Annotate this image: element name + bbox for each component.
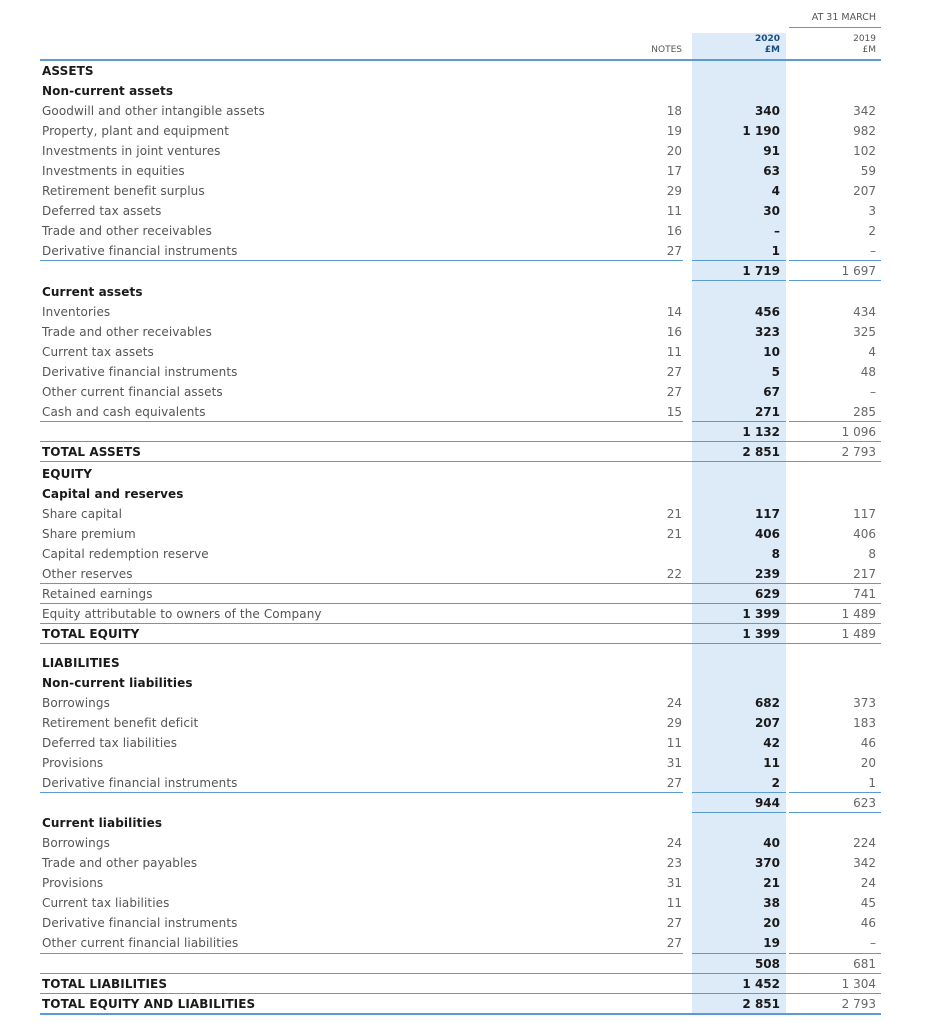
row-label: Trade and other receivables (42, 224, 212, 238)
value-2019: 1 304 (841, 977, 876, 991)
row-note: 24 (666, 696, 682, 710)
value-2019: 24 (860, 876, 876, 890)
row-note: 16 (666, 224, 682, 238)
value-2019: 434 (853, 305, 876, 319)
row-label: Trade and other receivables (42, 325, 212, 339)
row-note: 21 (666, 507, 682, 521)
subsection-heading (0, 81, 925, 101)
value-2019: 285 (853, 405, 876, 419)
value-2020: 4 (771, 184, 780, 198)
row-label: Current tax assets (42, 345, 154, 359)
value-2019: 48 (860, 365, 876, 379)
row-label: Derivative financial instruments (42, 244, 238, 258)
row-label: Cash and cash equivalents (42, 405, 206, 419)
row-note: 27 (666, 244, 682, 258)
table-row (0, 873, 925, 893)
subsection-heading (0, 673, 925, 693)
total-row (0, 624, 925, 644)
value-2020: 629 (754, 587, 780, 601)
row-note: 27 (666, 365, 682, 379)
row-rule (40, 461, 881, 462)
value-2020: 1 132 (742, 425, 780, 439)
value-2019: 1 697 (841, 264, 876, 278)
value-2019: 45 (860, 896, 876, 910)
column-header-2020-unit: £M (764, 45, 780, 55)
value-2020: 271 (754, 405, 780, 419)
column-header-2019-unit: £M (862, 45, 876, 55)
value-2019: 406 (853, 527, 876, 541)
value-2020: 21 (763, 876, 780, 890)
value-2019: – (870, 244, 876, 258)
value-2019: 102 (853, 144, 876, 158)
row-label: Provisions (42, 876, 104, 890)
row-note: 27 (666, 916, 682, 930)
row-label: Derivative financial instruments (42, 776, 238, 790)
table-row (0, 853, 925, 873)
row-label: ASSETS (42, 64, 94, 78)
total-row (0, 994, 925, 1014)
value-2019: 623 (853, 796, 876, 810)
value-2019: 2 (868, 224, 876, 238)
value-2019: 20 (860, 756, 876, 770)
table-row (0, 322, 925, 342)
value-2020: 11 (763, 756, 780, 770)
row-note: 31 (666, 756, 682, 770)
table-row (0, 584, 925, 604)
value-2019: 183 (853, 716, 876, 730)
table-row (0, 933, 925, 953)
table-row (0, 121, 925, 141)
value-2019: – (870, 936, 876, 950)
value-2019: 982 (853, 124, 876, 138)
table-row (0, 504, 925, 524)
row-label: Provisions (42, 756, 104, 770)
value-2019: 2 793 (841, 445, 876, 459)
row-note: 27 (666, 936, 682, 950)
subsection-heading (0, 813, 925, 833)
row-note: 11 (666, 896, 682, 910)
subtotal-row (0, 261, 925, 281)
section-heading (0, 61, 925, 81)
value-2020: 19 (763, 936, 780, 950)
total-row (0, 442, 925, 462)
section-heading (0, 464, 925, 484)
row-note: 16 (666, 325, 682, 339)
table-row (0, 302, 925, 322)
row-label: Borrowings (42, 696, 110, 710)
value-2020: 117 (754, 507, 780, 521)
value-2019: 8 (868, 547, 876, 561)
row-label: TOTAL ASSETS (42, 445, 142, 459)
value-2020: 42 (763, 736, 780, 750)
total-row (0, 974, 925, 994)
value-2020: 1 719 (742, 264, 780, 278)
row-label: Retirement benefit deficit (42, 716, 199, 730)
value-2020: 1 190 (742, 124, 780, 138)
value-2020: 1 399 (742, 607, 780, 621)
value-2020: 456 (754, 305, 780, 319)
value-2019: 1 489 (841, 627, 876, 641)
value-2020: 2 851 (742, 445, 780, 459)
table-row (0, 564, 925, 584)
row-label: Other current financial liabilities (42, 936, 239, 950)
table-row (0, 733, 925, 753)
value-2019: 224 (853, 836, 876, 850)
value-2020: – (774, 224, 780, 238)
value-2019: 1 (868, 776, 876, 790)
row-label: Share premium (42, 527, 136, 541)
table-row (0, 833, 925, 853)
row-label: Deferred tax assets (42, 204, 162, 218)
table-row (0, 181, 925, 201)
row-label: Non-current liabilities (42, 676, 193, 690)
row-rule (789, 280, 881, 281)
row-label: TOTAL EQUITY AND LIABILITIES (42, 997, 256, 1011)
row-label: Derivative financial instruments (42, 365, 238, 379)
table-row (0, 141, 925, 161)
row-note: 27 (666, 776, 682, 790)
value-2020: 20 (763, 916, 780, 930)
value-2020: 508 (754, 957, 780, 971)
row-label: Inventories (42, 305, 111, 319)
row-label: Non-current assets (42, 84, 174, 98)
row-label: Capital and reserves (42, 487, 184, 501)
value-2019: 207 (853, 184, 876, 198)
table-row (0, 362, 925, 382)
row-label: Current assets (42, 285, 143, 299)
row-label: Current liabilities (42, 816, 163, 830)
value-2020: 1 452 (742, 977, 780, 991)
row-label: EQUITY (42, 467, 93, 481)
subtotal-row (0, 422, 925, 442)
value-2020: 239 (754, 567, 780, 581)
column-header-2019 (790, 34, 876, 56)
row-label: Retained earnings (42, 587, 153, 601)
row-label: Other reserves (42, 567, 133, 581)
row-label: Current tax liabilities (42, 896, 170, 910)
row-note: 29 (666, 716, 682, 730)
row-label: LIABILITIES (42, 656, 120, 670)
value-2020: 2 (771, 776, 780, 790)
row-label: Share capital (42, 507, 123, 521)
value-2020: 10 (763, 345, 780, 359)
row-note: 11 (666, 204, 682, 218)
row-note: 22 (666, 567, 682, 581)
value-2019: 681 (853, 957, 876, 971)
row-note: 18 (666, 104, 682, 118)
row-note: 11 (666, 736, 682, 750)
value-2019: 3 (868, 204, 876, 218)
row-label: Other current financial assets (42, 385, 223, 399)
row-label: Borrowings (42, 836, 110, 850)
table-row (0, 913, 925, 933)
table-row (0, 241, 925, 261)
row-label: TOTAL LIABILITIES (42, 977, 168, 991)
row-note: 24 (666, 836, 682, 850)
column-header-2020 (692, 34, 780, 56)
row-label: Deferred tax liabilities (42, 736, 178, 750)
table-row (0, 221, 925, 241)
row-note: 17 (666, 164, 682, 178)
value-2020: 40 (763, 836, 780, 850)
row-note: 20 (666, 144, 682, 158)
value-2019: 325 (853, 325, 876, 339)
value-2019: 1 096 (841, 425, 876, 439)
table-row (0, 753, 925, 773)
row-note: 19 (666, 124, 682, 138)
table-row (0, 382, 925, 402)
value-2019: 4 (868, 345, 876, 359)
row-label: Retirement benefit surplus (42, 184, 205, 198)
table-bottom-rule (40, 1013, 881, 1015)
value-2019: 342 (853, 856, 876, 870)
column-header-notes: NOTES (651, 45, 682, 55)
table-row (0, 544, 925, 564)
value-2020: 944 (754, 796, 780, 810)
value-2019: 217 (853, 567, 876, 581)
value-2020: 38 (763, 896, 780, 910)
table-row (0, 101, 925, 121)
row-label: Investments in joint ventures (42, 144, 221, 158)
value-2020: 5 (771, 365, 780, 379)
value-2020: 91 (763, 144, 780, 158)
column-header-2019-year: 2019 (853, 34, 876, 44)
table-row (0, 402, 925, 422)
value-2020: 8 (771, 547, 780, 561)
period-header: AT 31 MARCH (811, 12, 876, 23)
row-rule (692, 280, 786, 281)
value-2020: 2 851 (742, 997, 780, 1011)
value-2019: 1 489 (841, 607, 876, 621)
value-2020: 1 (771, 244, 780, 258)
row-label: Trade and other payables (42, 856, 198, 870)
row-label: Equity attributable to owners of the Company (42, 607, 322, 621)
value-2020: 682 (754, 696, 780, 710)
subtotal-row (0, 954, 925, 974)
row-label: Capital redemption reserve (42, 547, 209, 561)
row-label: Goodwill and other intangible assets (42, 104, 265, 118)
value-2020: 340 (754, 104, 780, 118)
row-note: 21 (666, 527, 682, 541)
value-2019: – (870, 385, 876, 399)
value-2020: 207 (754, 716, 780, 730)
value-2019: 46 (860, 736, 876, 750)
value-2019: 117 (853, 507, 876, 521)
subsection-heading (0, 282, 925, 302)
row-note: 27 (666, 385, 682, 399)
table-row (0, 604, 925, 624)
value-2019: 2 793 (841, 997, 876, 1011)
value-2020: 30 (763, 204, 780, 218)
subsection-heading (0, 484, 925, 504)
value-2020: 63 (763, 164, 780, 178)
period-header-rule (789, 27, 881, 28)
row-note: 29 (666, 184, 682, 198)
table-row (0, 201, 925, 221)
table-row (0, 524, 925, 544)
column-header-2020-year: 2020 (754, 34, 780, 44)
value-2019: 741 (853, 587, 876, 601)
value-2020: 67 (763, 385, 780, 399)
value-2019: 342 (853, 104, 876, 118)
value-2019: 46 (860, 916, 876, 930)
row-rule (40, 643, 881, 644)
row-note: 15 (666, 405, 682, 419)
table-row (0, 773, 925, 793)
table-row (0, 342, 925, 362)
value-2019: 373 (853, 696, 876, 710)
subtotal-row (0, 793, 925, 813)
row-label: Investments in equities (42, 164, 185, 178)
table-row (0, 713, 925, 733)
table-row (0, 693, 925, 713)
row-label: Derivative financial instruments (42, 916, 238, 930)
value-2020: 323 (754, 325, 780, 339)
table-row (0, 161, 925, 181)
row-note: 31 (666, 876, 682, 890)
row-note: 23 (666, 856, 682, 870)
row-label: Property, plant and equipment (42, 124, 230, 138)
row-note: 14 (666, 305, 682, 319)
row-label: TOTAL EQUITY (42, 627, 140, 641)
row-note: 11 (666, 345, 682, 359)
value-2020: 370 (754, 856, 780, 870)
value-2020: 406 (754, 527, 780, 541)
table-row (0, 893, 925, 913)
value-2019: 59 (860, 164, 876, 178)
section-heading (0, 653, 925, 673)
value-2020: 1 399 (742, 627, 780, 641)
